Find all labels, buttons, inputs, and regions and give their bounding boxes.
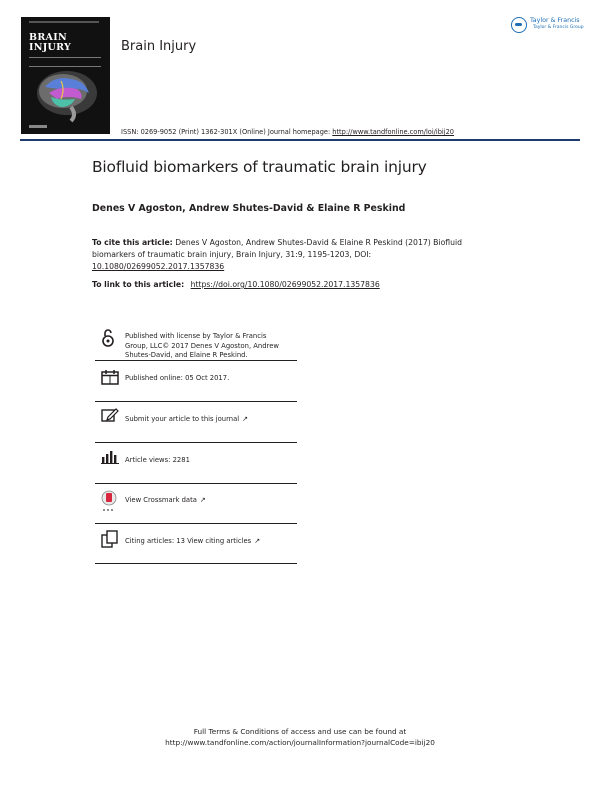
citing-articles-icon xyxy=(101,530,119,548)
publisher-logo-name: Taylor & Francis xyxy=(530,17,580,24)
article-link-block xyxy=(92,280,380,289)
cover-subtitle-band xyxy=(29,57,101,67)
issn-line xyxy=(121,128,454,136)
cite-text: Denes V Agoston, Andrew Shutes-David & Elaine R Peskind (2017) Biofluid biomarkers of traumatic brain injury, Brain Injury, 31:9, 1195-1203, DOI: xyxy=(92,238,463,259)
crossmark-link[interactable] xyxy=(125,496,206,506)
footer-terms-text: Full Terms & Conditions of access and use can be found at xyxy=(193,727,407,736)
publisher-logo-sub: Taylor & Francis Group xyxy=(533,25,584,30)
issn-text: ISSN: 0269-9052 (Print) 1362-301X (Online) Journal homepage: xyxy=(121,128,331,136)
footer xyxy=(0,727,600,748)
license-line3: Shutes-David, and Elaine R Peskind. xyxy=(125,351,248,359)
submit-article-label: Submit your article to this journal xyxy=(125,415,240,423)
submit-article-link[interactable] xyxy=(125,415,248,425)
license-line2: Group, LLC© 2017 Denes V Agoston, Andrew xyxy=(125,341,279,350)
journal-homepage-link[interactable]: http://www.tandfonline.com/loi/ibij20 xyxy=(332,128,454,136)
article-views: Article views: 2281 xyxy=(125,456,190,464)
cover-top-bar xyxy=(29,21,99,23)
views-row xyxy=(95,444,297,484)
license-text xyxy=(125,332,279,361)
cover-publisher-mark xyxy=(29,125,47,128)
cover-brain-image xyxy=(31,67,103,123)
crossmark-label: View Crossmark data xyxy=(125,496,197,504)
edit-icon xyxy=(101,407,119,423)
cite-label: To cite this article: xyxy=(92,238,173,247)
cover-title-line1: BRAIN xyxy=(29,32,67,43)
article-doi-link[interactable]: https://doi.org/10.1080/02699052.2017.1357836 xyxy=(190,280,380,289)
license-line1: Published with license by Taylor & Francis xyxy=(125,332,267,340)
publisher-logo[interactable] xyxy=(511,16,584,36)
license-row xyxy=(95,326,297,361)
cover-title-line2: INJURY xyxy=(29,42,72,53)
citing-articles-link[interactable] xyxy=(125,537,260,547)
citing-row[interactable] xyxy=(95,525,297,564)
citing-articles-label: Citing articles: 13 View citing articles xyxy=(125,537,252,545)
footer-terms-link[interactable]: http://www.tandfonline.com/action/journalInformation?journalCode=ibij20 xyxy=(165,737,435,747)
article-title: Biofluid biomarkers of traumatic brain injury xyxy=(92,158,427,176)
journal-cover xyxy=(21,17,110,134)
open-access-icon xyxy=(101,328,115,348)
calendar-icon xyxy=(101,369,119,385)
citation-block xyxy=(92,237,484,273)
link-label: To link to this article: xyxy=(92,280,185,289)
cite-doi-link[interactable]: 10.1080/02699052.2017.1357836 xyxy=(92,262,225,271)
external-link-icon: ↗ xyxy=(199,496,206,504)
header-divider xyxy=(20,139,580,141)
published-row xyxy=(95,362,297,402)
article-authors: Denes V Agoston, Andrew Shutes-David & Elaine R Peskind xyxy=(92,203,406,214)
publisher-logo-icon xyxy=(511,17,527,33)
published-date: Published online: 05 Oct 2017. xyxy=(125,374,230,382)
journal-name: Brain Injury xyxy=(121,39,197,54)
bar-chart-icon xyxy=(101,450,119,464)
external-link-icon: ↗ xyxy=(242,415,249,423)
crossmark-row[interactable] xyxy=(95,485,297,524)
crossmark-icon xyxy=(101,490,117,514)
submit-row[interactable] xyxy=(95,403,297,443)
external-link-icon: ↗ xyxy=(254,537,261,545)
cover-title xyxy=(29,33,71,53)
